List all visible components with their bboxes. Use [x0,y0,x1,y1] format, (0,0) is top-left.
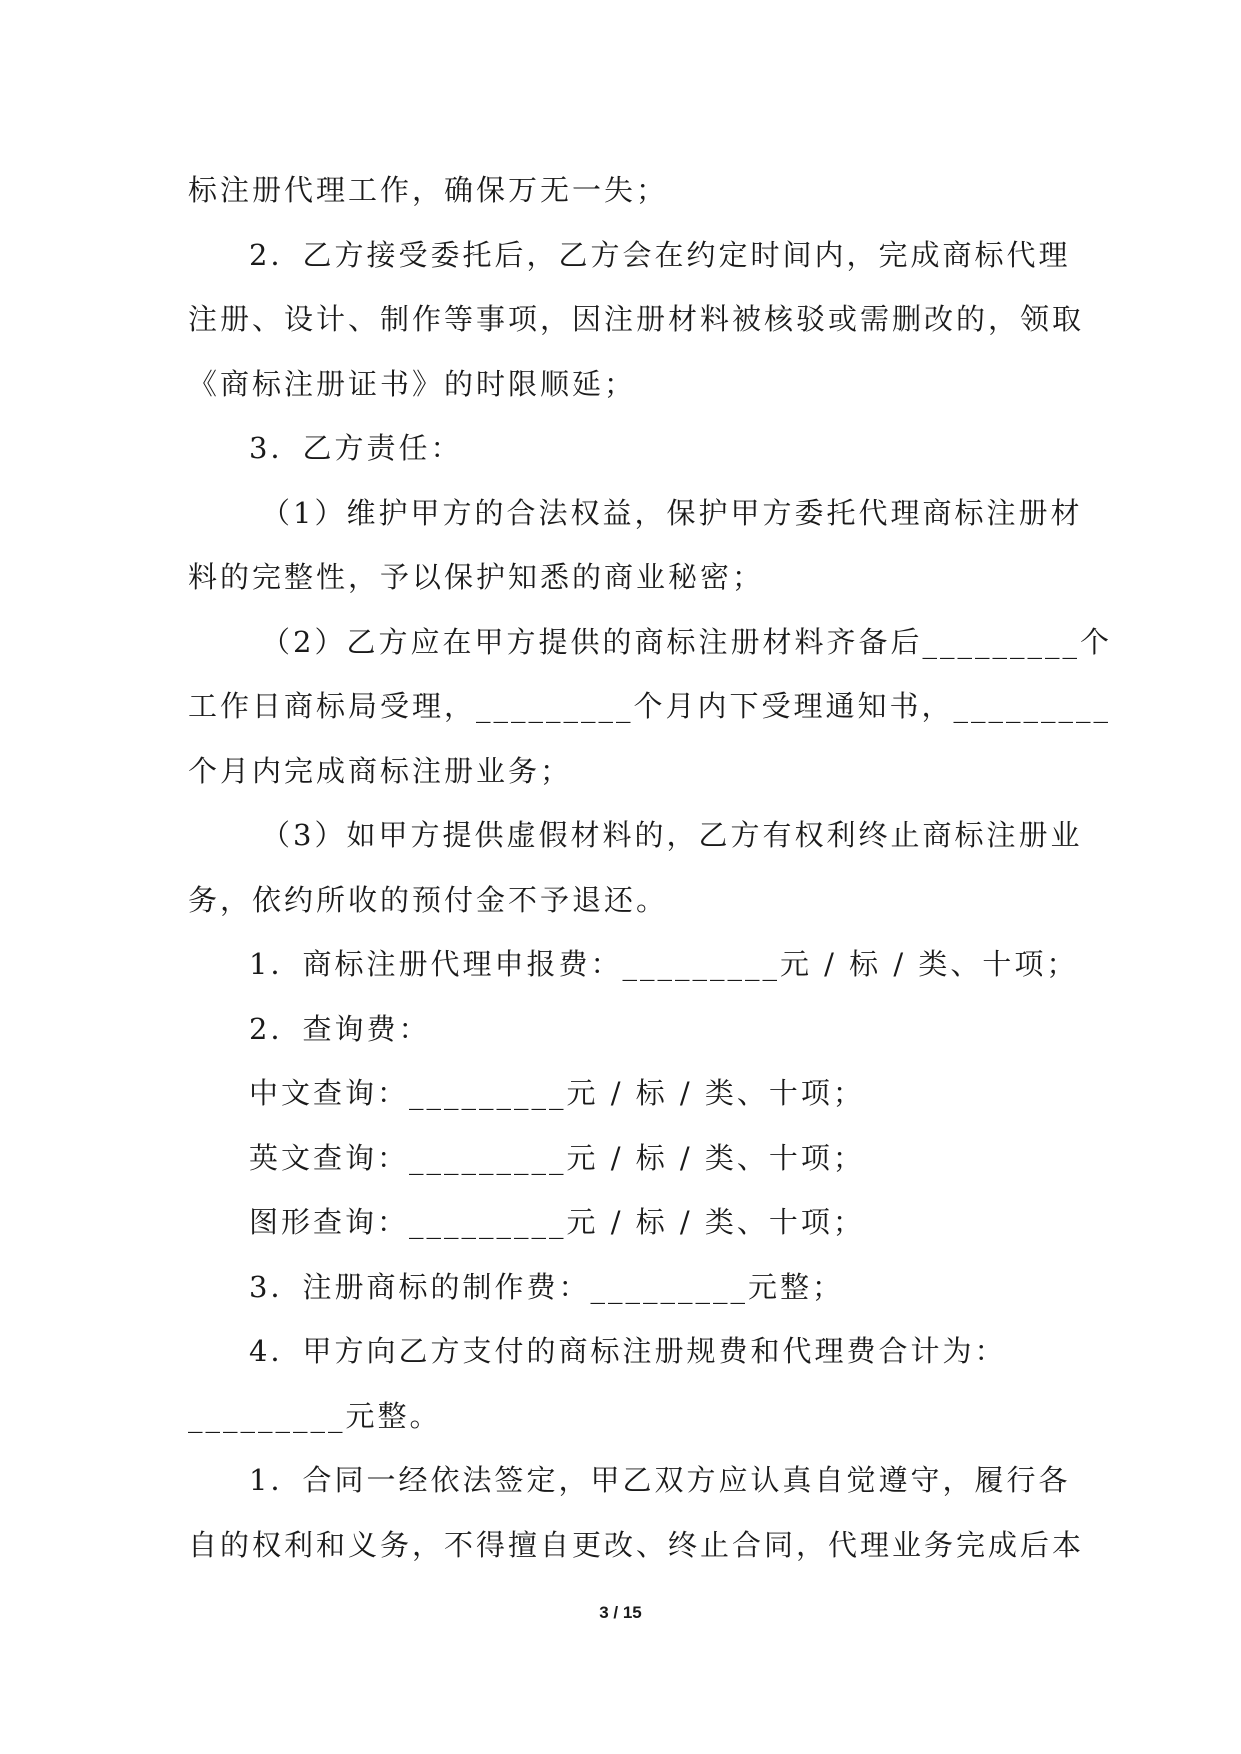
text-line: 个月内完成商标注册业务； [188,753,573,788]
text-line: （2）乙方应在甲方提供的商标注册材料齐备后_________个 [261,624,1112,659]
text-line: 料的完整性，予以保护知悉的商业秘密； [188,560,765,594]
text-line: _________元整。 [188,1398,442,1433]
text-line: 1．合同一经依法签定，甲乙双方应认真自觉遵守，履行各 [249,1463,1071,1497]
text-line: 3．乙方责任： [249,431,463,465]
text-line: 《商标注册证书》的时限顺延； [188,366,637,401]
text-line: 中文查询：_________元 / 标 / 类、十项； [249,1076,865,1110]
text-line: 标注册代理工作，确保万无一失； [188,173,669,207]
document-body [188,158,1112,1577]
text-line: 英文查询：_________元 / 标 / 类、十项； [249,1140,865,1175]
page-number: 3 / 15 [599,1603,642,1622]
text-line: 注册、设计、制作等事项，因注册材料被核驳或需删改的，领取 [188,302,1085,336]
text-line: 3．注册商标的制作费：_________元整； [249,1269,844,1304]
text-line: 务，依约所收的预付金不予退还。 [188,882,669,917]
text-line: 自的权利和义务，不得擅自更改、终止合同，代理业务完成后本 [188,1527,1085,1562]
text-line: 1．商标注册代理申报费：_________元 / 标 / 类、十项； [249,947,1079,981]
text-line: 图形查询：_________元 / 标 / 类、十项； [249,1205,865,1239]
text-line: 2．查询费： [249,1011,431,1046]
text-line: 4．甲方向乙方支付的商标注册规费和代理费合计为： [249,1334,1007,1368]
text-line: （1）维护甲方的合法权益，保护甲方委托代理商标注册材 [261,495,1083,530]
text-line: （3）如甲方提供虚假材料的，乙方有权利终止商标注册业 [261,818,1083,852]
text-line: 2．乙方接受委托后，乙方会在约定时间内，完成商标代理 [249,237,1071,272]
text-line: 工作日商标局受理，_________个月内下受理通知书，_________ [188,689,1112,723]
